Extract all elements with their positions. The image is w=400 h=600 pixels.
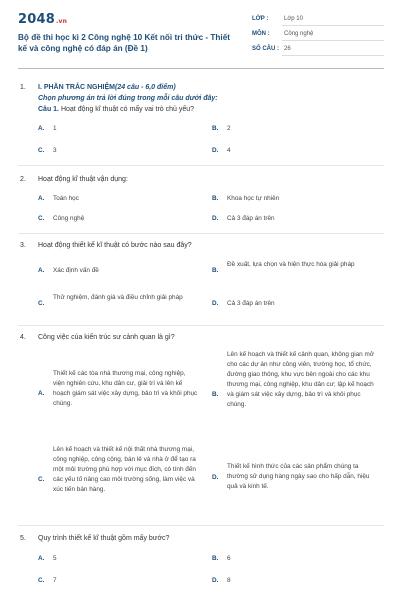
option-letter: D.	[212, 474, 219, 481]
option-letter: A.	[38, 195, 45, 202]
option-d[interactable]	[212, 214, 382, 224]
meta-divider	[282, 55, 384, 56]
option-letter: B.	[212, 555, 219, 562]
option-a[interactable]	[38, 369, 198, 419]
option-a[interactable]	[38, 554, 198, 564]
question-divider	[18, 325, 384, 326]
lop-value: Lớp 10	[284, 16, 303, 22]
section-title-text: I. PHẦN TRẮC NGHIỆM	[38, 84, 115, 91]
option-b[interactable]	[212, 554, 382, 564]
option-text: Khoa học tự nhiên	[227, 195, 280, 202]
option-text: 8	[227, 577, 231, 584]
option-letter: D.	[212, 147, 219, 154]
option-text: Cả 3 đáp án trên	[227, 215, 275, 222]
meta-mon	[252, 31, 384, 41]
logo-suffix: .vn	[55, 18, 68, 25]
question-number: 1.	[20, 84, 26, 91]
question-1-body: Hoạt động kĩ thuật có mấy vai trò chủ yếu?	[60, 106, 195, 113]
option-letter: D.	[212, 300, 219, 307]
option-letter: C.	[38, 215, 45, 222]
question-number: 3.	[20, 242, 26, 249]
option-text: Thiết kế các tòa nhà thương mại, công nghiệp, viện nghiên cứu, khu dân cư, giải trí và lên kế hoạch giám sát việc xây dựng, bảo trì và khôi phục chúng.	[53, 370, 198, 407]
option-text: 3	[53, 147, 57, 154]
option-a[interactable]	[38, 124, 198, 134]
question-text: Quy trình thiết kế kĩ thuật gồm mấy bước?	[38, 535, 170, 542]
option-b[interactable]	[212, 124, 382, 134]
option-c[interactable]	[38, 146, 198, 156]
page-title: Bộ đề thi học kì 2 Công nghệ 10 Kết nối tri thức - Thiết kế và công nghệ có đáp án (Đề 1)	[18, 33, 230, 53]
socau-value: 26	[284, 46, 291, 52]
option-b[interactable]	[212, 350, 382, 440]
option-text: 1	[53, 125, 57, 132]
question-number: 5.	[20, 535, 26, 542]
option-letter: B.	[212, 125, 219, 132]
question-number: 4.	[20, 334, 26, 341]
option-c[interactable]	[38, 445, 198, 515]
option-letter: B.	[212, 195, 219, 202]
option-letter: B.	[212, 267, 219, 274]
option-b[interactable]	[212, 194, 382, 204]
option-c[interactable]	[38, 293, 198, 315]
option-d[interactable]	[212, 576, 382, 586]
option-text: Lên kế hoạch và thiết kế nội thất nhà thương mại, công nghiệp, công cộng, bán lẻ và nhà ở để tạo ra một môi trường phù hợp với mục đích, có tính đến các yếu tố nâng cao môi trường sống, làm việc và xúc tiến bán hàng.	[53, 446, 196, 493]
option-text: Toán học	[53, 195, 79, 202]
logo-text: 2048	[18, 12, 55, 27]
lop-label: LỚP :	[252, 16, 269, 22]
option-text: Thử nghiệm, đánh giá và điều chỉnh giải pháp	[53, 294, 183, 301]
question-divider	[18, 233, 384, 234]
section-instruction: Chọn phương án trả lời đúng trong mỗi câu dưới đây:	[38, 95, 218, 102]
option-letter: A.	[38, 267, 45, 274]
option-letter: B.	[212, 391, 219, 398]
question-1-text	[38, 106, 194, 113]
question-1-label: Câu 1.	[38, 106, 60, 113]
option-letter: A.	[38, 555, 45, 562]
option-text: 2	[227, 125, 231, 132]
question-text: Hoạt động thiết kế kĩ thuật có bước nào sau đây?	[38, 242, 192, 249]
meta-divider	[282, 25, 384, 26]
question-divider	[18, 525, 384, 526]
option-d[interactable]	[212, 146, 382, 156]
option-letter: C.	[38, 147, 45, 154]
option-b[interactable]	[212, 260, 382, 282]
option-text: Xác định vấn đề	[53, 267, 99, 274]
option-letter: D.	[212, 215, 219, 222]
option-text: 4	[227, 147, 231, 154]
question-number: 2.	[20, 176, 26, 183]
option-letter: C.	[38, 577, 45, 584]
option-text: Thiết kế hình thức của các sản phẩm chúng ta thường sử dụng hàng ngày sao cho hấp dẫn, hiệu quả và kinh tế.	[227, 463, 370, 490]
question-text: Hoạt động kĩ thuật vận dụng:	[38, 176, 128, 183]
option-c[interactable]	[38, 214, 198, 224]
option-text: 5	[53, 555, 57, 562]
question-divider	[18, 165, 384, 166]
option-text: Công nghệ	[53, 215, 85, 222]
option-d[interactable]	[212, 462, 382, 494]
option-letter: C.	[38, 300, 45, 307]
option-text: Đề xuất, lựa chọn và hiện thực hóa giải pháp	[227, 261, 355, 268]
option-letter: C.	[38, 476, 45, 483]
section-score: (24 câu - 6,0 điểm)	[115, 84, 176, 91]
option-d[interactable]	[212, 299, 382, 309]
site-logo[interactable]	[18, 12, 67, 27]
section-title	[38, 84, 176, 91]
question-text: Công việc của kiến trúc sư cảnh quan là gì?	[38, 334, 175, 341]
meta-divider	[282, 40, 384, 41]
option-a[interactable]	[38, 266, 198, 276]
option-a[interactable]	[38, 194, 198, 204]
meta-socau	[252, 46, 384, 56]
option-text: Cả 3 đáp án trên	[227, 300, 275, 307]
option-letter: D.	[212, 577, 219, 584]
mon-value: Công nghệ	[284, 31, 314, 37]
option-letter: A.	[38, 125, 45, 132]
option-text: 7	[53, 577, 57, 584]
option-text: 6	[227, 555, 231, 562]
option-c[interactable]	[38, 576, 198, 586]
meta-lop	[252, 16, 384, 26]
header-divider	[18, 68, 384, 69]
socau-label: SỐ CÂU :	[252, 46, 279, 52]
option-text: Lên kế hoạch và thiết kế cảnh quan, không gian mở cho các dự án như công viên, trường học, tổ chức, đường giao thông, khu vực bên ngoài cho các khu thương mại, công nghiệp, khu dân cư; lập kế hoạch và giám sát việc xây dựng, bảo trì và khôi phục chúng.	[227, 351, 375, 408]
option-letter: A.	[38, 390, 45, 397]
mon-label: MÔN :	[252, 31, 270, 37]
